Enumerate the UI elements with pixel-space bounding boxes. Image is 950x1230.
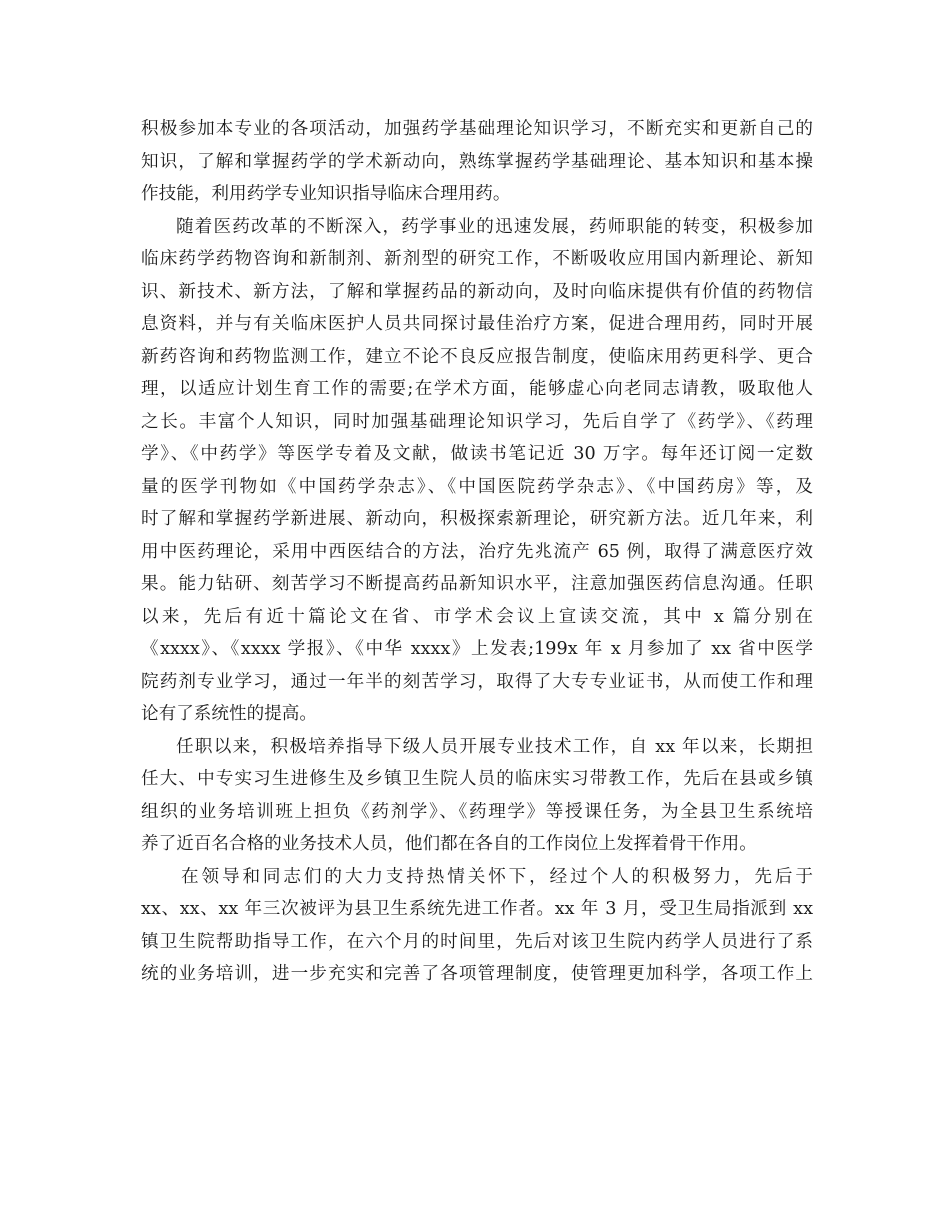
text-line: xx、xx、xx 年三次被评为县卫生系统先进工作者。xx 年 3 月，受卫生局指派到 xx	[141, 899, 813, 919]
text-line: 之长。丰富个人知识，同时加强基础理论知识学习，先后自学了《药学》、《药理	[141, 411, 813, 432]
paragraph-4	[141, 861, 813, 991]
text-line: 任大、中专实习生进修生及乡镇卫生院人员的临床实习带教工作，先后在县或乡镇	[141, 769, 813, 789]
text-line: 理，以适应计划生育工作的需要;在学术方面，能够虚心向老同志请教，吸取他人	[141, 379, 813, 399]
text-line: 果。能力钻研、刻苦学习不断提高药品新知识水平，注意加强医药信息沟通。任职	[141, 574, 813, 594]
text-line: 镇卫生院帮助指导工作，在六个月的时间里，先后对该卫生院内药学人员进行了系	[141, 931, 813, 952]
text-line: 息资料，并与有关临床医护人员共同探讨最佳治疗方案，促进合理用药，同时开展	[141, 314, 813, 334]
text-line: 统的业务培训，进一步充实和完善了各项管理制度，使管理更加科学，各项工作上	[141, 964, 813, 984]
text-line: 新药咨询和药物监测工作，建立不论不良反应报告制度，使临床用药更科学、更合	[141, 346, 813, 367]
text-line: 量的医学刊物如《中国药学杂志》、《中国医院药学杂志》、《中国药房》等，及	[141, 476, 813, 497]
text-line: 用中医药理论，采用中西医结合的方法，治疗先兆流产 65 例，取得了满意医疗效	[141, 541, 813, 562]
document-body	[141, 113, 813, 991]
text-line: 论有了系统性的提高。	[141, 704, 317, 724]
text-line: 院药剂专业学习，通过一年半的刻苦学习，取得了大专专业证书，从而使工作和理	[141, 671, 813, 692]
text-line: 随着医药改革的不断深入，药学事业的迅速发展，药师职能的转变，积极参加	[176, 216, 813, 237]
text-line: 以来，先后有近十篇论文在省、市学术会议上宣读交流，其中 x 篇分别在	[141, 606, 813, 627]
text-line: 积极参加本专业的各项活动，加强药学基础理论知识学习，不断充实和更新自己的	[141, 119, 813, 139]
text-line: 养了近百名合格的业务技术人员，他们都在各自的工作岗位上发挥着骨干作用。	[141, 834, 757, 854]
paragraph-1	[141, 113, 813, 211]
text-line: 任职以来，积极培养指导下级人员开展专业技术工作，自 xx 年以来，长期担	[176, 736, 813, 757]
paragraph-2	[141, 211, 813, 731]
text-line: 时了解和掌握药学新进展、新动向，积极探索新理论，研究新方法。近几年来，利	[141, 509, 813, 529]
text-line: 学》、《中药学》等医学专着及文献，做读书笔记近 30 万字。每年还订阅一定数	[141, 444, 813, 464]
text-line: 组织的业务培训班上担负《药剂学》、《药理学》等授课任务，为全县卫生系统培	[141, 801, 813, 822]
text-line: 作技能，利用药学专业知识指导临床合理用药。	[141, 184, 511, 204]
text-line: 知识，了解和掌握药学的学术新动向，熟练掌握药学基础理论、基本知识和基本操	[141, 151, 813, 172]
paragraph-3	[141, 731, 813, 861]
text-line: 《xxxx》、《xxxx 学报》、《中华 xxxx》上发表;199x 年 x 月参加了 xx 省中医学	[141, 639, 813, 659]
text-line: 在领导和同志们的大力支持热情关怀下，经过个人的积极努力，先后于	[181, 866, 813, 887]
text-line: 识、新技术、新方法，了解和掌握药品的新动向，及时向临床提供有价值的药物信	[141, 281, 813, 302]
text-line: 临床药学药物咨询和新制剂、新剂型的研究工作，不断吸收应用国内新理论、新知	[141, 249, 813, 269]
